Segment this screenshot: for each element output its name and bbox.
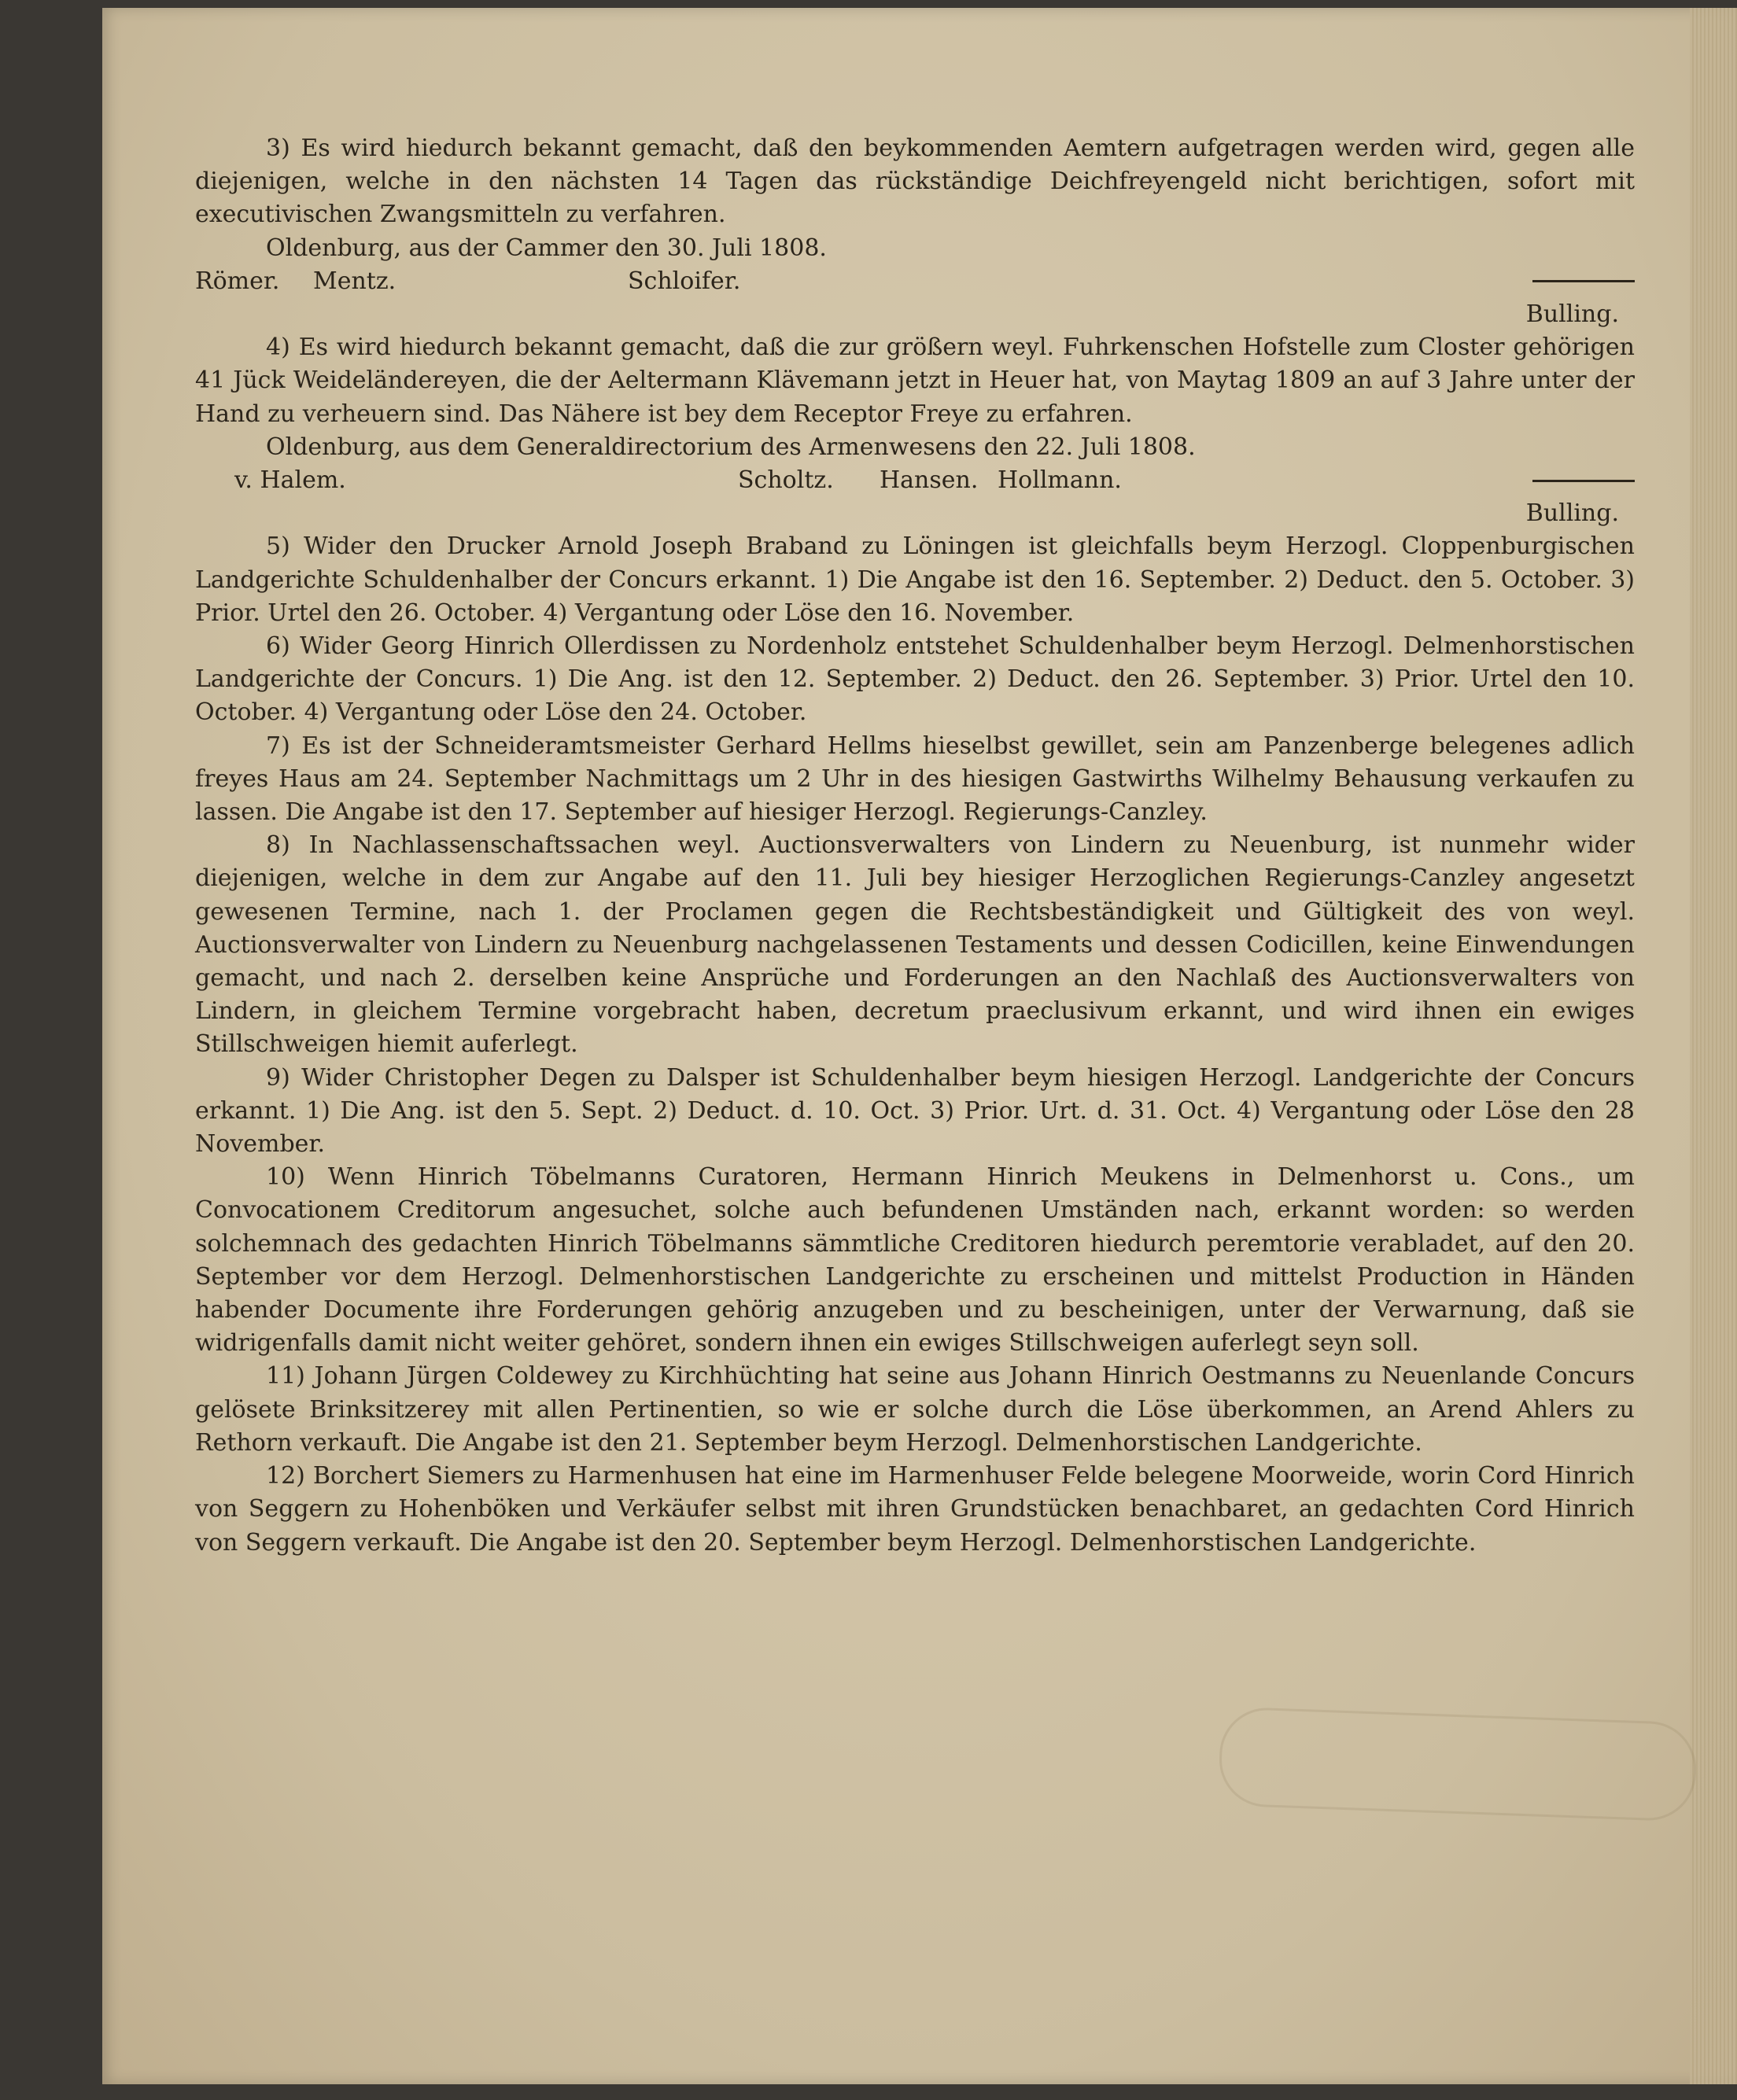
notice-4-place-date: Oldenburg, aus dem Generaldirectorium des Armenwesens den 22. Juli 1808. xyxy=(266,433,1196,461)
show-through-stamp xyxy=(1218,1706,1698,1822)
notice-6: 6) Wider Georg Hinrich Ollerdissen zu Nordenholz entstehet Schuldenhalber beym Herzogl. Delmenhorstischen Landgerichte der Concurs. 1) Die Ang. ist den 12. September. 2) Deduct. den 26. September. 3) Prior. Urtel den 10. October. 4) Vergantung oder Löse den 24. October. xyxy=(195,632,1635,727)
notice-4-signatures xyxy=(195,464,1635,497)
notice-11: 11) Johann Jürgen Coldewey zu Kirchhüchting hat seine aus Johann Hinrich Oestmanns zu Neuenlande Concurs gelösete Brinksitzerey mit allen Pertinentien, so wie er solche durch die Löse überkommen, an Arend Ahlers zu Rethorn verkauft. Die Angabe ist den 21. September beym Herzogl. Delmenhorstischen Landgerichte. xyxy=(195,1362,1635,1457)
page-text xyxy=(195,132,1635,1560)
notice-3-signatures xyxy=(195,265,1635,298)
signer: Mentz. xyxy=(313,267,396,295)
notice-7: 7) Es ist der Schneideramtsmeister Gerhard Hellms hieselbst gewillet, sein am Panzenberge belegenes adlich freyes Haus am 24. September Nachmittags um 2 Uhr in des hiesigen Gastwirths Wilhelmy Behausung verkaufen zu lassen. Die Angabe ist den 17. September auf hiesiger Herzogl. Regierungs-Canzley. xyxy=(195,731,1635,827)
signer: Hollmann. xyxy=(998,466,1122,495)
signature-rule xyxy=(1122,464,1635,497)
signer: Scholtz. xyxy=(738,466,834,495)
signer: Römer. xyxy=(195,267,280,295)
notice-3-place-date: Oldenburg, aus der Cammer den 30. Juli 1808. xyxy=(266,234,827,262)
notice-4: 4) Es wird hiedurch bekannt gemacht, daß die zur größern weyl. Fuhrkenschen Hofstelle zum Closter gehörigen 41 Jück Weideländereyen, die der Aeltermann Klävemann jetzt in Heuer hat, von Maytag 1809 an auf 3 Jahre unter der Hand zu verheuern sind. Das Nähere ist bey dem Receptor Freye zu erfahren. xyxy=(195,333,1635,428)
notice-8: 8) In Nachlassenschaftssachen weyl. Auctionsverwalters von Lindern zu Neuenburg, ist nunmehr wider diejenigen, welche in dem zur Angabe auf den 11. Juli bey hiesiger Herzoglichen Regierungs-Canzley angesetzt gewesenen Termine, nach 1. der Proclamen gegen die Rechtsbeständigkeit und Gültigkeit des von weyl. Auctionsverwalter von Lindern zu Neuenburg nachgelassenen Testaments und dessen Codicillen, keine Einwendungen gemacht, und nach 2. derselben keine Ansprüche und Forderungen an den Nachlaß des Auctionsverwalters von Lindern, in gleichem Termine vorgebracht haben, decretum praeclusivum erkannt, und wird ihnen ein ewiges Stillschweigen hiemit auferlegt. xyxy=(195,831,1635,1059)
notice-10: 10) Wenn Hinrich Töbelmanns Curatoren, Hermann Hinrich Meukens in Delmenhorst u. Cons., um Convocationem Creditorum angesuchet, solche auch befundenen Umständen nach, erkannt worden: so werden solchemnach des gedachten Hinrich Töbelmanns sämmtliche Creditoren hiedurch peremtorie verabladet, auf den 20. September vor dem Herzogl. Delmenhorstischen Landgerichte zu erscheinen und mittelst Production in Händen habender Documente ihre Forderungen gehörig anzugeben und zu bescheinigen, unter der Verwarnung, daß sie widrigenfalls damit nicht weiter gehöret, sondern ihnen ein ewiges Stillschweigen auferlegt seyn soll. xyxy=(195,1163,1635,1358)
signer: v. Halem. xyxy=(234,466,346,495)
notice-3-clerk: Bulling. xyxy=(1525,300,1619,328)
notice-4-clerk: Bulling. xyxy=(1525,499,1619,528)
notice-9: 9) Wider Christopher Degen zu Dalsper ist Schuldenhalber beym hiesigen Herzogl. Landgerichte der Concurs erkannt. 1) Die Ang. ist den 5. Sept. 2) Deduct. d. 10. Oct. 3) Prior. Urt. d. 31. Oct. 4) Vergantung oder Löse den 28 November. xyxy=(195,1063,1635,1159)
notice-3: 3) Es wird hiedurch bekannt gemacht, daß den beykommenden Aemtern aufgetragen werden wird, gegen alle diejenigen, welche in den nächsten 14 Tagen das rückständige Deichfreyengeld nicht berichtigen, sofort mit executivischen Zwangsmitteln zu verfahren. xyxy=(195,134,1635,229)
notice-12: 12) Borchert Siemers zu Harmenhusen hat eine im Harmenhuser Felde belegene Moorweide, worin Cord Hinrich von Seggern zu Hohenböken und Verkäufer selbst mit ihren Grundstücken benachbaret, an gedachten Cord Hinrich von Seggern verkauft. Die Angabe ist den 20. September beym Herzogl. Delmenhorstischen Landgerichte. xyxy=(195,1462,1635,1557)
signer: Schloifer. xyxy=(628,267,741,295)
notice-5: 5) Wider den Drucker Arnold Joseph Braband zu Löningen ist gleichfalls beym Herzogl. Cloppenburgischen Landgerichte Schuldenhalber der Concurs erkannt. 1) Die Angabe ist den 16. September. 2) Deduct. den 5. October. 3) Prior. Urtel den 26. October. 4) Vergantung oder Löse den 16. November. xyxy=(195,532,1635,627)
signature-rule xyxy=(740,265,1635,298)
signer: Hansen. xyxy=(880,466,979,495)
